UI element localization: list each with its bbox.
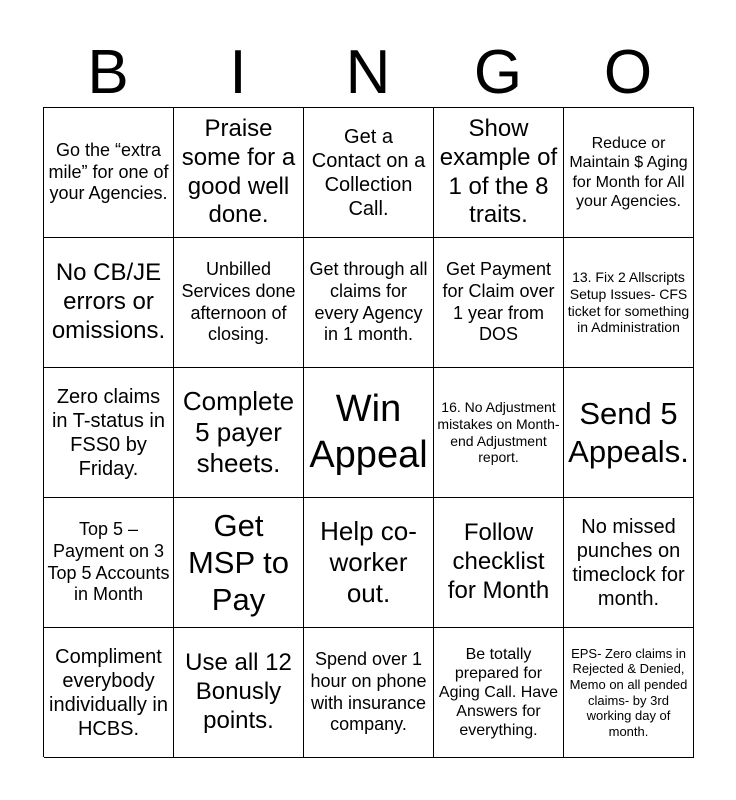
bingo-cell[interactable] xyxy=(174,238,304,368)
bingo-cell[interactable] xyxy=(434,108,564,238)
header-letter-i: I xyxy=(229,38,247,107)
cell-text: Show example of 1 of the 8 traits. xyxy=(439,114,558,229)
cell-text: Top 5 – Payment on 3 Top 5 Accounts in Month xyxy=(47,519,170,605)
bingo-cell[interactable] xyxy=(44,108,174,238)
cell-text: No CB/JE errors or omissions. xyxy=(51,259,166,344)
bingo-cell[interactable] xyxy=(174,368,304,498)
bingo-cell[interactable] xyxy=(564,368,694,498)
bingo-cell[interactable] xyxy=(434,628,564,758)
cell-text: Send 5 Appeals. xyxy=(568,396,689,469)
header-letter-n: N xyxy=(345,38,391,107)
bingo-cell[interactable] xyxy=(174,628,304,758)
bingo-cell[interactable] xyxy=(564,628,694,758)
cell-text: Praise some for a good well done. xyxy=(181,114,296,229)
cell-text: Get through all claims for every Agency in 1 month. xyxy=(309,259,428,345)
bingo-cell[interactable] xyxy=(44,628,174,758)
bingo-cell[interactable] xyxy=(304,108,434,238)
bingo-cell[interactable] xyxy=(564,238,694,368)
cell-text: 16. No Adjustment mistakes on Month-end Adjustment report. xyxy=(437,398,560,466)
bingo-grid xyxy=(43,107,694,757)
bingo-cell[interactable] xyxy=(434,238,564,368)
cell-text: Win Appeal xyxy=(309,387,428,476)
cell-text: No missed punches on timeclock for month. xyxy=(572,515,685,610)
header-letter-g: G xyxy=(473,38,523,107)
cell-text: Unbilled Services done afternoon of closing. xyxy=(181,259,296,345)
bingo-cell[interactable] xyxy=(564,498,694,628)
bingo-cell[interactable] xyxy=(44,498,174,628)
cell-text: Go the “extra mile” for one of your Agencies. xyxy=(48,140,169,204)
bingo-cell[interactable] xyxy=(44,368,174,498)
cell-text: Spend over 1 hour on phone with insurance company. xyxy=(310,649,427,735)
cell-text: 13. Fix 2 Allscripts Setup Issues- CFS ticket for something in Administration xyxy=(567,268,690,336)
bingo-cell[interactable] xyxy=(174,498,304,628)
cell-text: Zero claims in T-status in FSS0 by Friday. xyxy=(51,385,166,480)
cell-text: Compliment everybody individually in HCBS. xyxy=(49,645,168,740)
cell-text: Get Payment for Claim over 1 year from DOS xyxy=(442,259,555,345)
bingo-cell[interactable] xyxy=(304,238,434,368)
cell-text: Complete 5 payer sheets. xyxy=(182,385,295,479)
bingo-cell[interactable] xyxy=(434,368,564,498)
cell-text: Get MSP to Pay xyxy=(187,507,290,618)
header-letter-o: O xyxy=(603,38,653,107)
bingo-cell[interactable] xyxy=(174,108,304,238)
bingo-cell[interactable] xyxy=(564,108,694,238)
cell-text: Be totally prepared for Aging Call. Have Answers for everything. xyxy=(438,645,559,740)
bingo-cell free-cell[interactable] xyxy=(304,368,434,498)
cell-text: EPS- Zero claims in Rejected & Denied, Memo on all pended claims- by 3rd working day of month. xyxy=(569,645,688,739)
header-letter-b: B xyxy=(87,38,129,107)
cell-text: Get a Contact on a Collection Call. xyxy=(311,125,426,220)
bingo-cell[interactable] xyxy=(304,498,434,628)
bingo-cell[interactable] xyxy=(304,628,434,758)
cell-text: Reduce or Maintain $ Aging for Month for All your Agencies. xyxy=(569,135,688,210)
bingo-cell[interactable] xyxy=(44,238,174,368)
cell-text: Help co-worker out. xyxy=(320,515,417,609)
cell-text: Follow checklist for Month xyxy=(447,519,550,604)
bingo-cell[interactable] xyxy=(434,498,564,628)
bingo-header xyxy=(43,40,693,106)
cell-text: Use all 12 Bonusly points. xyxy=(185,649,292,734)
